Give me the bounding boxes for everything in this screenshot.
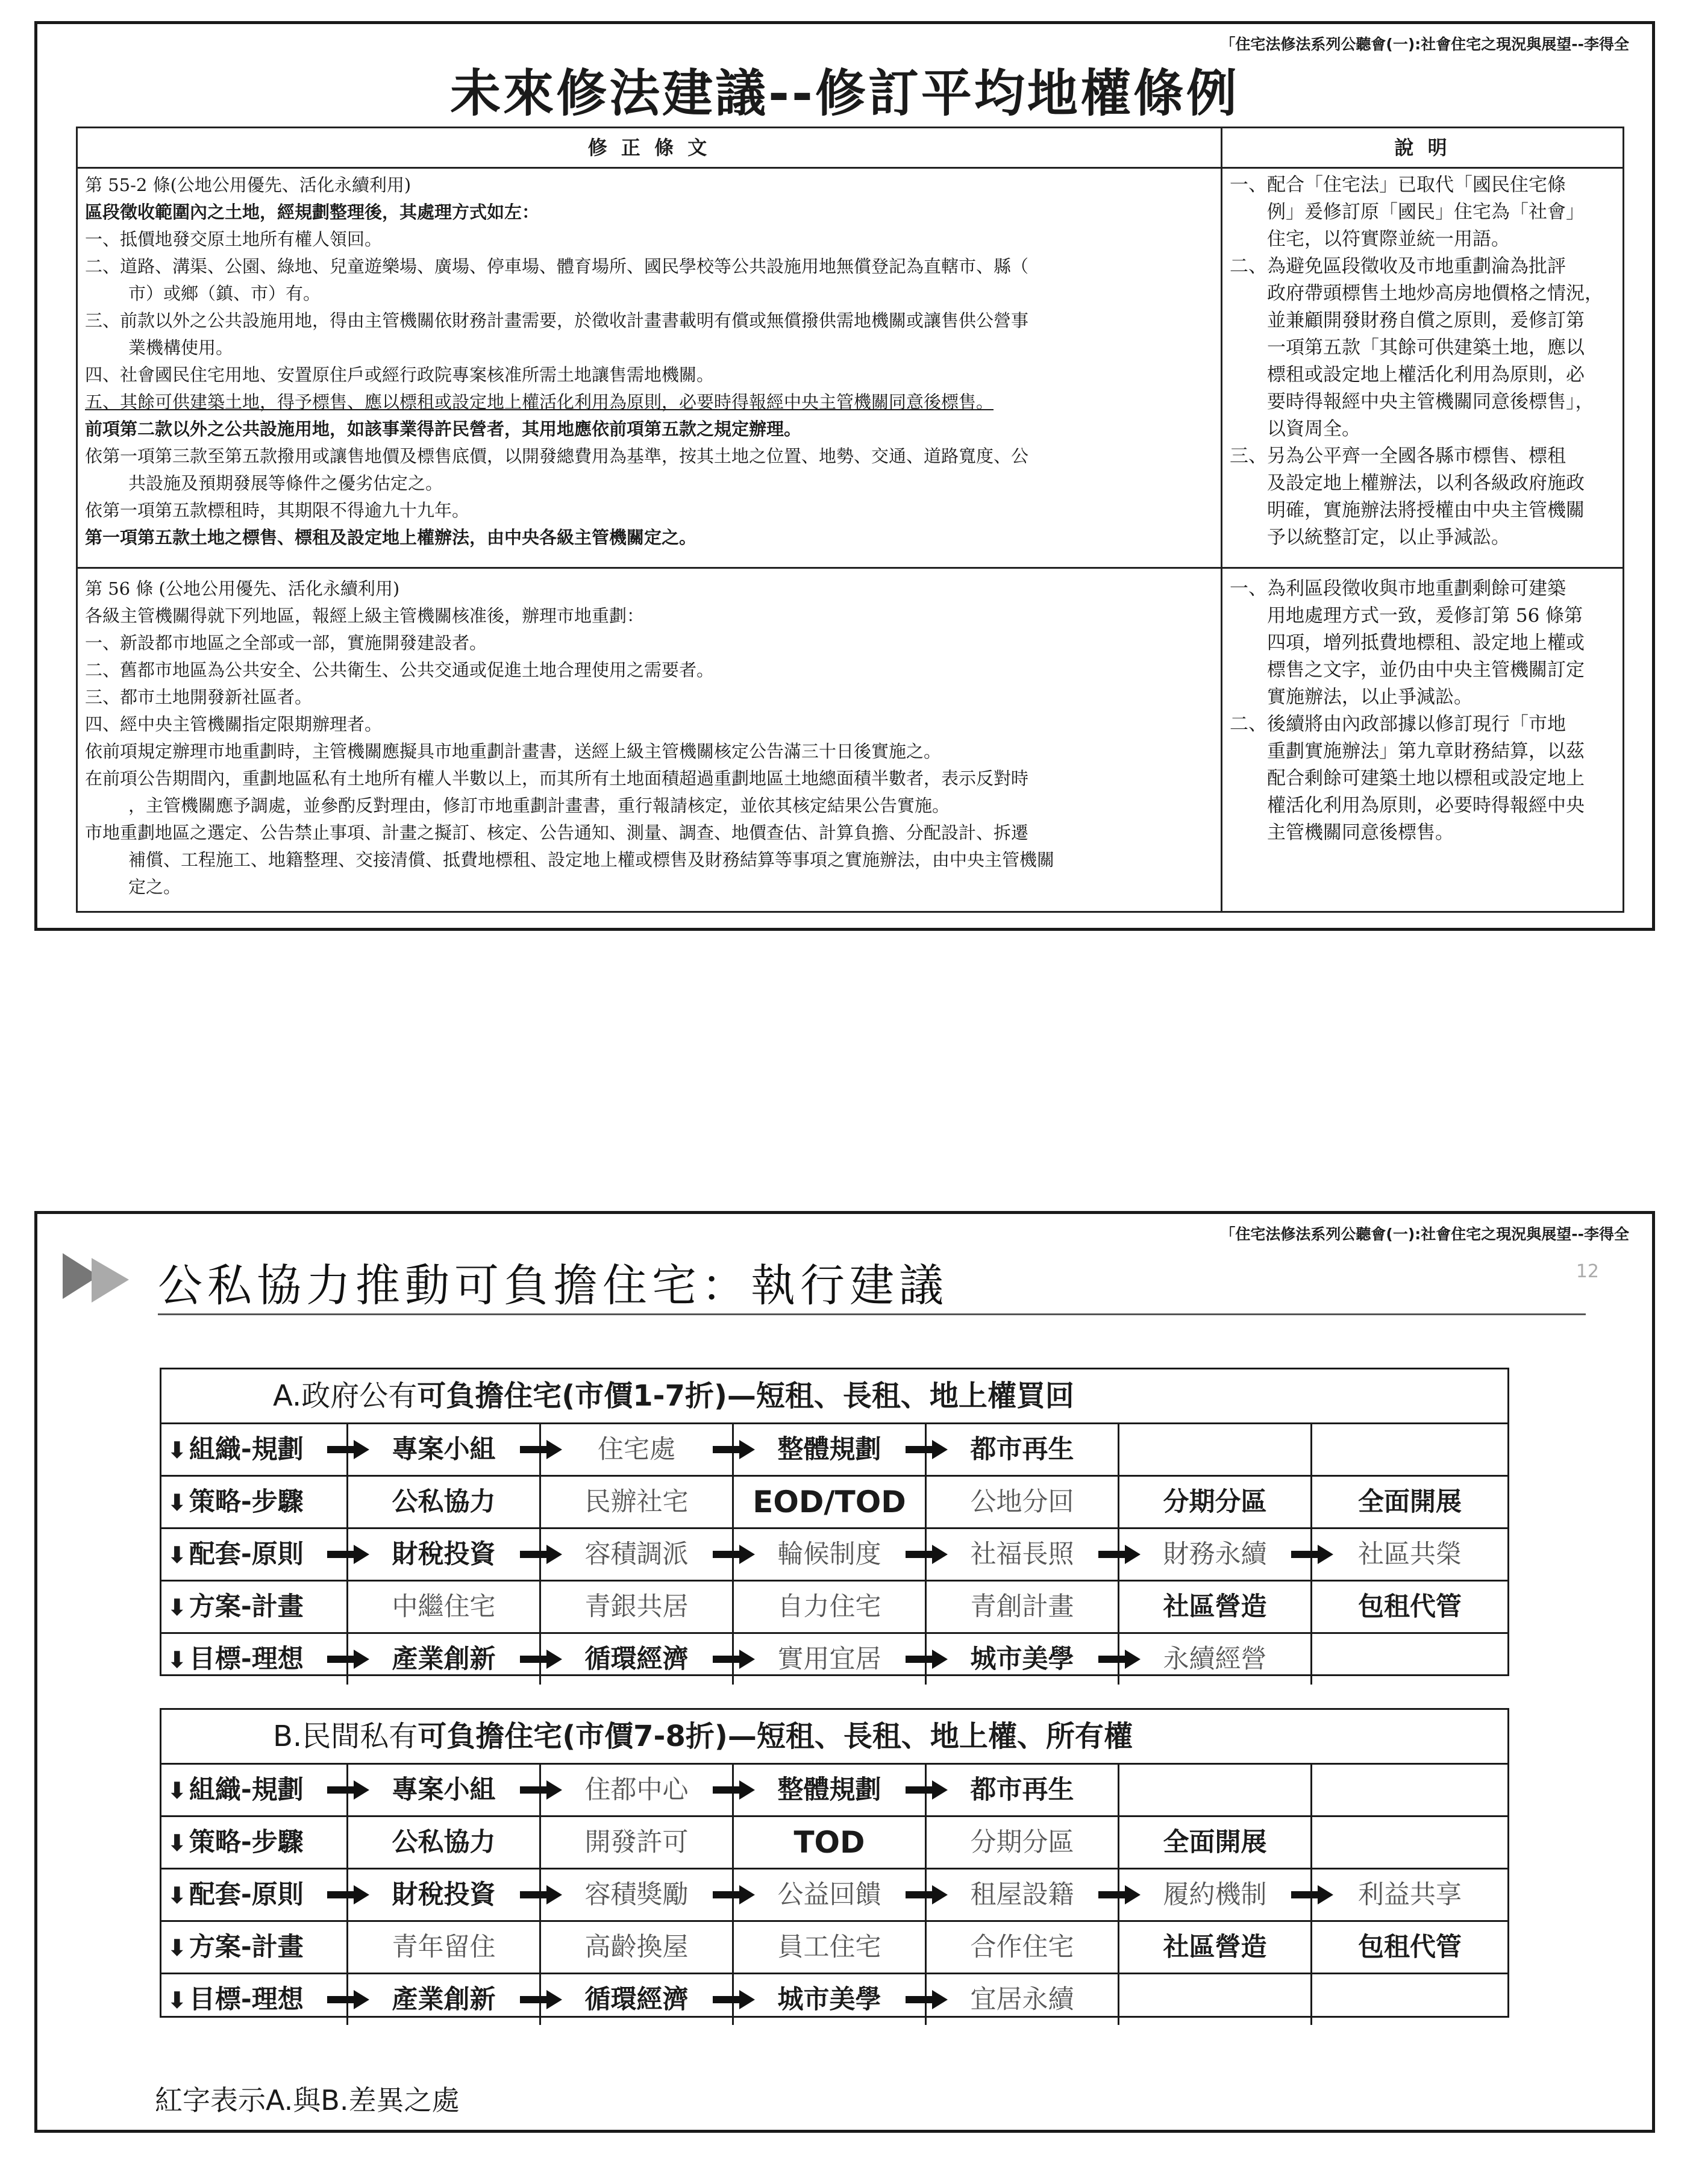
cell-text: 全面開展 bbox=[1163, 1827, 1267, 1857]
grid-row bbox=[161, 1634, 1507, 1685]
grid-cell bbox=[734, 1765, 927, 1815]
cell-text: 高齡換屋 bbox=[584, 1932, 689, 1962]
text-line: 一、為利區段徵收與市地重劃剩餘可建築 bbox=[1230, 578, 1566, 599]
amended-text-column bbox=[78, 128, 1222, 911]
text-line: 共設施及預期發展等條件之優劣估定之。 bbox=[128, 473, 443, 493]
text-line: 用地處理方式一致，爰修訂第 56 條第 bbox=[1267, 605, 1583, 627]
grid-cell bbox=[541, 1582, 734, 1632]
grid-cell bbox=[734, 1424, 927, 1475]
cell-text: 公益回饋 bbox=[777, 1880, 881, 1910]
cell-text: 公地分回 bbox=[970, 1487, 1074, 1517]
cell-text: 專案小組 bbox=[392, 1775, 496, 1805]
down-arrow-icon: ⬇ bbox=[167, 1882, 187, 1909]
grid-cell bbox=[1119, 1477, 1312, 1527]
page-number: 12 bbox=[1576, 1261, 1599, 1282]
right-arrow-icon bbox=[327, 1885, 369, 1904]
cell-text: 分期分區 bbox=[1163, 1487, 1267, 1517]
down-arrow-icon: ⬇ bbox=[167, 1437, 187, 1463]
right-arrow-icon bbox=[327, 1545, 369, 1564]
double-arrow-icon bbox=[63, 1253, 141, 1313]
text-line: 市）或鄉（鎮、市）有。 bbox=[128, 283, 321, 304]
grid-cell bbox=[927, 1634, 1119, 1685]
right-arrow-icon bbox=[906, 1440, 948, 1459]
explanation-column bbox=[1222, 128, 1623, 911]
cell-text: 目標-理想 bbox=[189, 1644, 304, 1674]
right-arrow-icon bbox=[713, 1780, 755, 1800]
grid-cell bbox=[734, 1870, 927, 1920]
text-line: 一項第五款「其餘可供建築土地，應以 bbox=[1267, 337, 1585, 358]
right-arrow-icon bbox=[520, 1885, 562, 1904]
cell-text: 民辦社宅 bbox=[584, 1487, 689, 1517]
grid-row bbox=[161, 1870, 1507, 1922]
right-arrow-icon bbox=[906, 1650, 948, 1669]
text-line: 市地重劃地區之選定、公告禁止事項、計畫之擬訂、核定、公告通知、測量、調查、地價查估、計算負擔、分配設計、拆遷 bbox=[85, 822, 1029, 843]
text-line: 政府帶頭標售土地炒高房地價格之情況， bbox=[1267, 283, 1603, 304]
text-line: 依第一項第三款至第五款撥用或讓售地價及標售底價，以開發總費用為基準，按其土地之位置、地勢、交通、道路寬度、公 bbox=[85, 446, 1029, 466]
grid-rows bbox=[161, 1424, 1507, 1674]
grid-cell bbox=[1312, 1424, 1507, 1475]
text-line: 二、舊都市地區為公共安全、公共衛生、公共交通或促進土地合理使用之需要者。 bbox=[85, 660, 715, 680]
cell-text: 社福長照 bbox=[970, 1539, 1074, 1569]
cell-text: 產業創新 bbox=[392, 1644, 496, 1674]
text-line: 前項第二款以外之公共設施用地，如該事業得許民營者，其用地應依前項第五款之規定辦理。 bbox=[85, 419, 802, 439]
heading-bold: 可負擔住宅 bbox=[417, 1379, 562, 1413]
cell-text: 配套-原則 bbox=[189, 1539, 304, 1569]
grid-cell bbox=[1119, 1634, 1312, 1685]
column-header-explanation: 說 明 bbox=[1222, 128, 1623, 169]
grid-cell bbox=[734, 1634, 927, 1685]
private-housing-grid bbox=[160, 1708, 1509, 2018]
cell-text: 城市美學 bbox=[970, 1644, 1074, 1674]
right-arrow-icon bbox=[713, 1545, 755, 1564]
grid-cell bbox=[1312, 1922, 1507, 1973]
cell-text: 整體規劃 bbox=[777, 1435, 881, 1465]
cell-text: 合作住宅 bbox=[970, 1932, 1074, 1962]
cell-text: 包租代管 bbox=[1358, 1932, 1462, 1962]
text-line: 第一項第五款土地之標售、標租及設定地上權辦法，由中央各級主管機關定之。 bbox=[85, 527, 697, 548]
grid-cell bbox=[734, 1477, 927, 1527]
cell-text: 方案-計畫 bbox=[189, 1932, 304, 1962]
row-label bbox=[161, 1634, 348, 1685]
text-line: 重劃實施辦法」第九章財務結算，以茲 bbox=[1267, 740, 1585, 762]
grid-cell bbox=[348, 1922, 541, 1973]
text-line: 四項，增列抵費地標租、設定地上權或 bbox=[1267, 632, 1585, 654]
grid-cell bbox=[1312, 1477, 1507, 1527]
text-line: 例」爰修訂原「國民」住宅為「社會」 bbox=[1267, 201, 1585, 223]
text-line: 各級主管機關得就下列地區，報經上級主管機關核准後，辦理市地重劃： bbox=[85, 605, 645, 626]
cell-text: EOD/TOD bbox=[753, 1485, 906, 1519]
text-line: 主管機關同意後標售。 bbox=[1267, 822, 1454, 843]
grid-cell bbox=[927, 1817, 1119, 1868]
grid-cell bbox=[1312, 1974, 1507, 2025]
right-arrow-icon bbox=[906, 1885, 948, 1904]
cell-text: 公私協力 bbox=[392, 1827, 496, 1857]
grid-cell bbox=[348, 1477, 541, 1527]
text-line: 二、道路、溝渠、公園、綠地、兒童遊樂場、廣場、停車場、體育場所、國民學校等公共設施用地無償登記為直轄市、縣（ bbox=[85, 256, 1029, 277]
grid-cell bbox=[734, 1582, 927, 1632]
grid-cell bbox=[348, 1817, 541, 1868]
text-line: 明確，實施辦法將授權由中央主管機關 bbox=[1267, 499, 1585, 521]
cell-text: 住都中心 bbox=[584, 1775, 689, 1805]
cell-text: 社區營造 bbox=[1163, 1592, 1267, 1622]
grid-row bbox=[161, 1424, 1507, 1477]
cell-text: 方案-計畫 bbox=[189, 1592, 304, 1622]
cell-text: 輪候制度 bbox=[777, 1539, 881, 1569]
grid-cell bbox=[541, 1765, 734, 1815]
cell-text: 都市再生 bbox=[970, 1775, 1074, 1805]
grid-cell bbox=[1119, 1582, 1312, 1632]
grid-cell bbox=[1312, 1529, 1507, 1580]
row-divider bbox=[78, 567, 1623, 569]
text-line: 三、都市土地開發新社區者。 bbox=[85, 687, 313, 707]
right-arrow-icon bbox=[906, 1990, 948, 2009]
cell-text: 宜居永續 bbox=[970, 1985, 1074, 2015]
grid-cell bbox=[1312, 1765, 1507, 1815]
row-label bbox=[161, 1477, 348, 1527]
grid-cell bbox=[541, 1477, 734, 1527]
column-header-amended-text: 修 正 條 文 bbox=[78, 128, 1221, 169]
right-arrow-icon bbox=[713, 1650, 755, 1669]
cell-text: 財務永續 bbox=[1163, 1539, 1267, 1569]
cell-text: 循環經濟 bbox=[584, 1644, 689, 1674]
grid-cell bbox=[927, 1477, 1119, 1527]
right-arrow-icon bbox=[327, 1990, 369, 2009]
right-arrow-icon bbox=[520, 1440, 562, 1459]
grid-cell bbox=[348, 1765, 541, 1815]
grid-row bbox=[161, 1974, 1507, 2025]
grid-cell bbox=[348, 1529, 541, 1580]
cell-text: 循環經濟 bbox=[584, 1985, 689, 2015]
text-line: 一、配合「住宅法」已取代「國民住宅條 bbox=[1230, 174, 1566, 196]
text-line: 四、社會國民住宅用地、安置原住戶或經行政院專案核准所需土地讓售需地機關。 bbox=[85, 365, 715, 385]
slide-amendment-proposal bbox=[34, 21, 1655, 931]
row-label bbox=[161, 1765, 348, 1815]
grid-cell bbox=[927, 1582, 1119, 1632]
grid-row bbox=[161, 1765, 1507, 1817]
cell-text: 組織-規劃 bbox=[189, 1435, 304, 1465]
heading-prefix: A.政府公有 bbox=[273, 1379, 418, 1413]
slide-execution-recommendations bbox=[34, 1211, 1655, 2133]
right-arrow-icon bbox=[1098, 1650, 1141, 1669]
text-line: 權活化利用為原則，必要時得報經中央 bbox=[1267, 795, 1585, 816]
cell-text: 整體規劃 bbox=[777, 1775, 881, 1805]
grid-cell bbox=[1312, 1817, 1507, 1868]
grid-cell bbox=[541, 1634, 734, 1685]
cell-text: 都市再生 bbox=[970, 1435, 1074, 1465]
down-arrow-icon: ⬇ bbox=[167, 1489, 187, 1516]
grid-cell bbox=[348, 1424, 541, 1475]
down-arrow-icon: ⬇ bbox=[167, 1830, 187, 1856]
down-arrow-icon: ⬇ bbox=[167, 1542, 187, 1568]
cell-text: 組織-規劃 bbox=[189, 1775, 304, 1805]
heading-prefix: B.民間私有 bbox=[273, 1719, 418, 1753]
text-line: 以資周全。 bbox=[1267, 418, 1360, 440]
cell-text: 專案小組 bbox=[392, 1435, 496, 1465]
cell-text: 產業創新 bbox=[392, 1985, 496, 2015]
cell-text: 包租代管 bbox=[1358, 1592, 1462, 1622]
text-line: 區段徵收範圍內之土地，經規劃整理後，其處理方式如左： bbox=[85, 202, 540, 222]
cell-text: 利益共享 bbox=[1358, 1880, 1462, 1910]
cell-text: 全面開展 bbox=[1358, 1487, 1462, 1517]
grid-cell bbox=[541, 1922, 734, 1973]
grid-row bbox=[161, 1817, 1507, 1870]
cell-text: 公私協力 bbox=[392, 1487, 496, 1517]
grid-cell bbox=[927, 1529, 1119, 1580]
text-line: 二、為避免區段徵收及市地重劃淪為批評 bbox=[1230, 255, 1566, 277]
grid-cell bbox=[541, 1817, 734, 1868]
article-56-explanation bbox=[1230, 575, 1615, 846]
cell-text: 住宅處 bbox=[598, 1435, 675, 1465]
title-underline bbox=[158, 1313, 1586, 1315]
cell-text: 青年留住 bbox=[392, 1932, 496, 1962]
article-55-2-text bbox=[85, 172, 1213, 551]
grid-cell bbox=[541, 1870, 734, 1920]
grid-cell bbox=[541, 1424, 734, 1475]
grid-cell bbox=[541, 1974, 734, 2025]
heading-suffix: (市價7-8折)—短租、長租、地上權、所有權 bbox=[562, 1719, 1133, 1753]
text-line: 三、前款以外之公共設施用地，得由主管機關依財務計畫需要，於徵收計畫書載明有償或無償撥供需地機關或讓售供公營事 bbox=[85, 310, 1029, 331]
text-line: 業機構使用。 bbox=[128, 337, 234, 358]
grid-cell bbox=[1119, 1424, 1312, 1475]
right-arrow-icon bbox=[713, 1440, 755, 1459]
grid-cell bbox=[1312, 1870, 1507, 1920]
row-label bbox=[161, 1870, 348, 1920]
down-arrow-icon: ⬇ bbox=[167, 1594, 187, 1621]
grid-cell bbox=[348, 1582, 541, 1632]
grid-cell bbox=[1119, 1765, 1312, 1815]
text-line: 二、後續將由內政部據以修訂現行「市地 bbox=[1230, 713, 1566, 735]
text-line: 標租或設定地上權活化利用為原則，必 bbox=[1267, 364, 1585, 386]
grid-cell bbox=[348, 1974, 541, 2025]
grid-heading bbox=[161, 1369, 1507, 1424]
grid-cell bbox=[734, 1922, 927, 1973]
text-line: 住宅，以符實際並統一用語。 bbox=[1267, 228, 1510, 250]
text-line: 要時得報經中央主管機關同意後標售」， bbox=[1267, 391, 1594, 413]
cell-text: 配套-原則 bbox=[189, 1880, 304, 1910]
text-line: 並兼顧開發財務自償之原則，爰修訂第 bbox=[1267, 310, 1585, 331]
grid-row bbox=[161, 1922, 1507, 1974]
heading-suffix: (市價1-7折)—短租、長租、地上權買回 bbox=[562, 1379, 1074, 1413]
right-arrow-icon bbox=[713, 1990, 755, 2009]
text-line: 第 56 條 (公地公用優先、活化永續利用) bbox=[85, 578, 400, 599]
footnote: 紅字表示A.與B.差異之處 bbox=[155, 2084, 460, 2117]
cell-text: 容積調派 bbox=[584, 1539, 689, 1569]
cell-text: 自力住宅 bbox=[777, 1592, 881, 1622]
cell-text: 容積獎勵 bbox=[584, 1880, 689, 1910]
cell-text: 青創計畫 bbox=[970, 1592, 1074, 1622]
right-arrow-icon bbox=[520, 1650, 562, 1669]
grid-cell bbox=[927, 1424, 1119, 1475]
right-arrow-icon bbox=[520, 1780, 562, 1800]
text-line: 三、另為公平齊一全國各縣市標售、標租 bbox=[1230, 445, 1566, 467]
text-line: 在前項公告期間內，重劃地區私有土地所有權人半數以上，而其所有土地面積超過重劃地區土地總面積半數者，表示反對時 bbox=[85, 768, 1029, 789]
down-arrow-icon: ⬇ bbox=[167, 1935, 187, 1961]
text-line: 實施辦法，以止爭減訟。 bbox=[1267, 686, 1472, 708]
text-line: 依前項規定辦理市地重劃時，主管機關應擬具市地重劃計畫書，送經上級主管機關核定公告滿三十日後實施之。 bbox=[85, 741, 942, 762]
grid-rows bbox=[161, 1765, 1507, 2016]
grid-cell bbox=[1119, 1974, 1312, 2025]
right-arrow-icon bbox=[327, 1650, 369, 1669]
article-55-2-explanation bbox=[1230, 172, 1615, 551]
article-56-text bbox=[85, 575, 1213, 901]
row-label bbox=[161, 1529, 348, 1580]
cell-text: 策略-步驟 bbox=[189, 1827, 304, 1857]
text-line: 予以統整訂定，以止爭減訟。 bbox=[1267, 527, 1510, 548]
cell-text: 社區營造 bbox=[1163, 1932, 1267, 1962]
text-line: 四、經中央主管機關指定限期辦理者。 bbox=[85, 714, 383, 734]
grid-cell bbox=[1119, 1870, 1312, 1920]
cell-text: 財稅投資 bbox=[392, 1539, 496, 1569]
right-arrow-icon bbox=[713, 1885, 755, 1904]
right-arrow-icon bbox=[1291, 1885, 1333, 1904]
grid-cell bbox=[927, 1765, 1119, 1815]
page-title: 公私協力推動可負擔住宅：執行建議 bbox=[158, 1260, 948, 1312]
row-label bbox=[161, 1582, 348, 1632]
right-arrow-icon bbox=[520, 1990, 562, 2009]
right-arrow-icon bbox=[1098, 1545, 1141, 1564]
grid-row bbox=[161, 1582, 1507, 1634]
down-arrow-icon: ⬇ bbox=[167, 1987, 187, 2013]
grid-cell bbox=[734, 1529, 927, 1580]
text-line: 五、其餘可供建築土地，得予標售、應以標租或設定地上權活化利用為原則，必要時得報經中央主管機關同意後標售。 bbox=[85, 392, 994, 412]
cell-text: 履約機制 bbox=[1163, 1880, 1267, 1910]
grid-cell bbox=[348, 1870, 541, 1920]
grid-cell bbox=[927, 1870, 1119, 1920]
text-line: 一、新設都市地區之全部或一部，實施開發建設者。 bbox=[85, 633, 487, 653]
row-label bbox=[161, 1922, 348, 1973]
text-line: ，主管機關應予調處，並參酌反對理由，修訂市地重劃計畫書，重行報請核定，並依其核定結果公告實施。 bbox=[128, 795, 950, 816]
page-title: 未來修法建議--修訂平均地權條例 bbox=[450, 64, 1239, 123]
row-label bbox=[161, 1424, 348, 1475]
cell-text: TOD bbox=[793, 1825, 865, 1860]
text-line: 第 55-2 條(公地公用優先、活化永續利用) bbox=[85, 175, 412, 195]
grid-cell bbox=[1119, 1817, 1312, 1868]
cell-text: 永續經營 bbox=[1163, 1644, 1267, 1674]
cell-text: 策略-步驟 bbox=[189, 1487, 304, 1517]
amendment-table bbox=[76, 127, 1624, 913]
cell-text: 青銀共居 bbox=[584, 1592, 689, 1622]
grid-row bbox=[161, 1477, 1507, 1529]
grid-cell bbox=[927, 1922, 1119, 1973]
grid-heading bbox=[161, 1710, 1507, 1765]
cell-text: 社區共榮 bbox=[1358, 1539, 1462, 1569]
public-housing-grid bbox=[160, 1368, 1509, 1676]
right-arrow-icon bbox=[520, 1545, 562, 1564]
grid-cell bbox=[348, 1634, 541, 1685]
down-arrow-icon: ⬇ bbox=[167, 1777, 187, 1804]
cell-text: 租屋設籍 bbox=[970, 1880, 1074, 1910]
grid-row bbox=[161, 1529, 1507, 1582]
row-label bbox=[161, 1974, 348, 2025]
row-label bbox=[161, 1817, 348, 1868]
right-arrow-icon bbox=[1098, 1885, 1141, 1904]
cell-text: 實用宜居 bbox=[777, 1644, 881, 1674]
right-arrow-icon bbox=[906, 1780, 948, 1800]
heading-bold: 可負擔住宅 bbox=[418, 1719, 563, 1753]
cell-text: 中繼住宅 bbox=[392, 1592, 496, 1622]
grid-cell bbox=[734, 1817, 927, 1868]
cell-text: 分期分區 bbox=[970, 1827, 1074, 1857]
grid-cell bbox=[1312, 1582, 1507, 1632]
grid-cell bbox=[1119, 1529, 1312, 1580]
text-line: 及設定地上權辦法，以利各級政府施政 bbox=[1267, 472, 1585, 494]
cell-text: 開發許可 bbox=[584, 1827, 689, 1857]
cell-text: 城市美學 bbox=[777, 1985, 881, 2015]
header-note: 「住宅法修法系列公聽會(一):社會住宅之現況與展望--李得全 bbox=[1220, 1225, 1629, 1243]
text-line: 標售之文字，並仍由中央主管機關訂定 bbox=[1267, 659, 1585, 681]
right-arrow-icon bbox=[327, 1780, 369, 1800]
cell-text: 員工住宅 bbox=[777, 1932, 881, 1962]
down-arrow-icon: ⬇ bbox=[167, 1647, 187, 1673]
text-line: 依第一項第五款標租時，其期限不得逾九十九年。 bbox=[85, 500, 470, 521]
grid-cell bbox=[734, 1974, 927, 2025]
text-line: 一、抵價地發交原土地所有權人領回。 bbox=[85, 229, 383, 249]
cell-text: 財稅投資 bbox=[392, 1880, 496, 1910]
grid-cell bbox=[927, 1974, 1119, 2025]
right-arrow-icon bbox=[1291, 1545, 1333, 1564]
text-line: 定之。 bbox=[128, 877, 181, 897]
text-line: 補償、工程施工、地籍整理、交接清償、抵費地標租、設定地上權或標售及財務結算等事項之實施辦法，由中央主管機關 bbox=[128, 850, 1055, 870]
right-arrow-icon bbox=[327, 1440, 369, 1459]
grid-cell bbox=[1119, 1922, 1312, 1973]
grid-cell bbox=[541, 1529, 734, 1580]
header-note: 「住宅法修法系列公聽會(一):社會住宅之現況與展望--李得全 bbox=[1220, 36, 1629, 53]
right-arrow-icon bbox=[906, 1545, 948, 1564]
text-line: 配合剩餘可建築土地以標租或設定地上 bbox=[1267, 768, 1585, 789]
grid-cell bbox=[1312, 1634, 1507, 1685]
cell-text: 目標-理想 bbox=[189, 1985, 304, 2015]
